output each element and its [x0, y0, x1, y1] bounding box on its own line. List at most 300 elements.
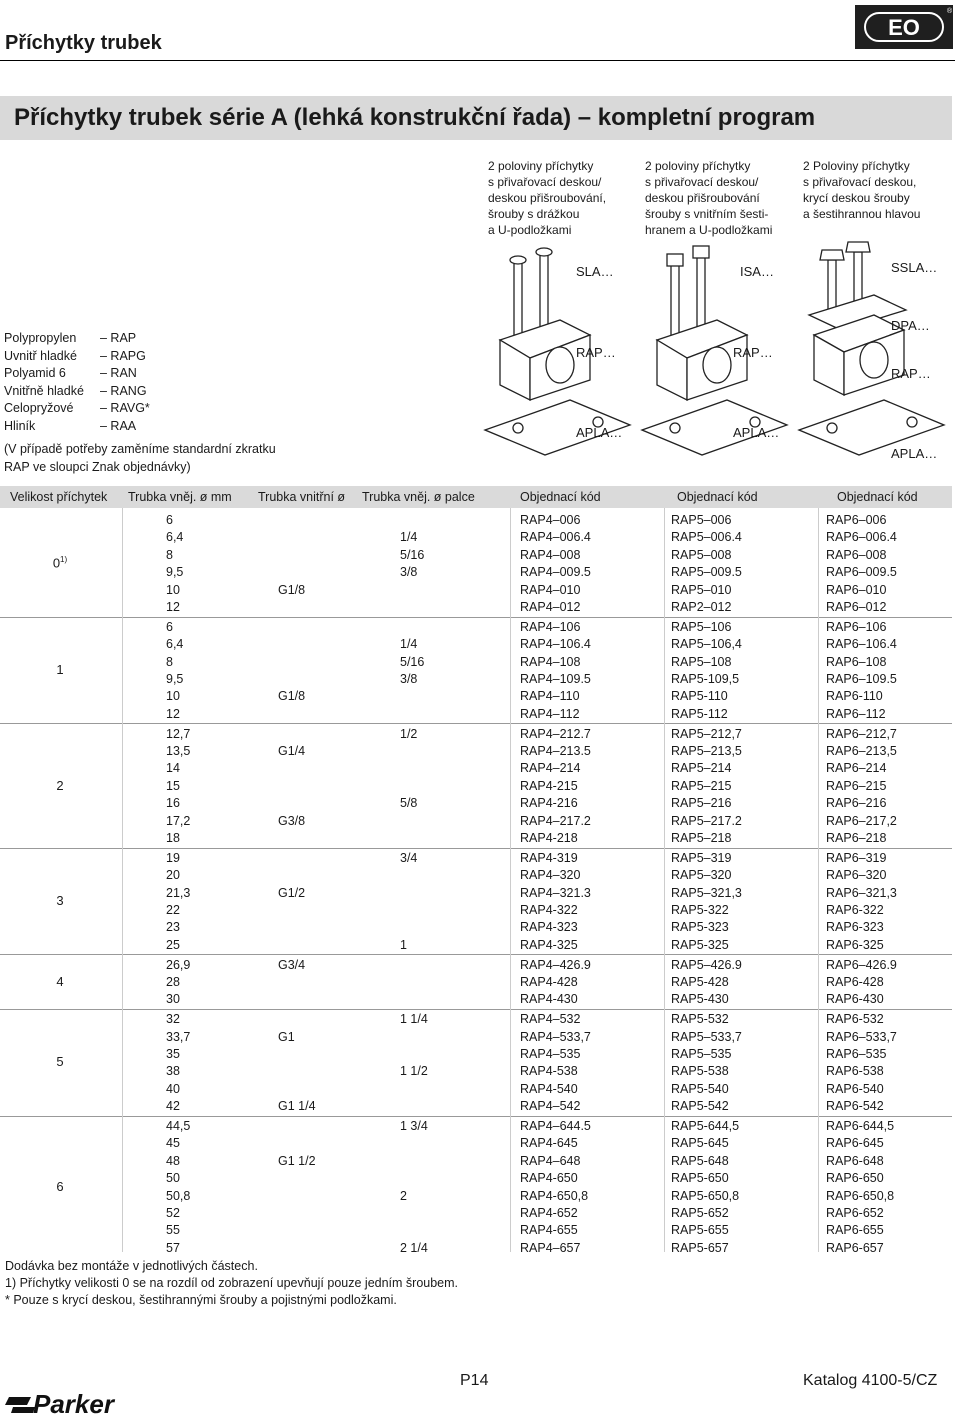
cell-outer-mm: 20 — [166, 868, 180, 883]
cell-outer-mm: 6,4 — [166, 637, 184, 652]
cell-code-3: RAP6–319 — [826, 850, 887, 865]
th-code-1: Objednací kód — [520, 490, 601, 504]
cell-code-2: RAP5-648 — [671, 1153, 729, 1168]
cell-code-2: RAP5–008 — [671, 547, 732, 562]
cell-outer-inch: 5/16 — [400, 654, 425, 669]
cell-code-1: RAP4-322 — [520, 902, 578, 917]
cell-code-1: RAP4–644.5 — [520, 1119, 591, 1133]
cell-outer-mm: 21,3 — [166, 885, 191, 900]
brand-text: Parker — [33, 1389, 114, 1419]
cell-outer-inch — [400, 1153, 428, 1170]
cell-inner-thread — [278, 1011, 316, 1028]
cell-outer-inch — [400, 867, 417, 884]
cell-code-3: RAP6–214 — [826, 761, 887, 776]
column-1-description: 2 poloviny příchytky s přivařovací deskou/ deskou přišroubování, šrouby s drážkou a U-podložkami — [488, 159, 607, 237]
cell-outer-mm: 42 — [166, 1099, 180, 1114]
cell-outer-mm: 52 — [166, 1205, 180, 1220]
cell-outer-mm: 28 — [166, 974, 180, 989]
cell-code-1: RAP4-655 — [520, 1223, 578, 1238]
cell-code-3-column — [826, 850, 897, 954]
main-title: Příchytky trubek série A (lehká konstrukční řada) – kompletní program — [14, 104, 816, 131]
cell-outer-mm: 50 — [166, 1171, 180, 1186]
cell-outer-inch — [400, 582, 424, 599]
cell-outer-mm: 14 — [166, 761, 180, 776]
cell-outer-inch — [400, 830, 417, 847]
size-label: 4 — [56, 973, 64, 989]
cell-inner-thread — [278, 529, 305, 546]
cell-outer-mm: 25 — [166, 937, 180, 952]
cell-code-1: RAP4–426.9 — [520, 957, 591, 972]
cell-outer-mm: 44,5 — [166, 1119, 191, 1133]
cell-code-3-column — [826, 726, 897, 848]
cell-code-3: RAP6–216 — [826, 796, 887, 811]
cell-inner-thread — [278, 974, 305, 991]
cell-outer-mm: 50,8 — [166, 1188, 191, 1203]
cell-inner-thread — [278, 937, 305, 954]
cell-outer-inch: 3/8 — [400, 565, 418, 580]
cell-inner-thread — [278, 991, 305, 1008]
cell-code-1-column — [520, 1011, 591, 1115]
cell-code-1: RAP4–321.3 — [520, 885, 591, 900]
cell-code-1: RAP4-218 — [520, 830, 578, 845]
cell-inner-thread — [278, 830, 305, 847]
cell-code-3: RAP6-322 — [826, 902, 884, 917]
cell-code-1: RAP4–214 — [520, 761, 581, 776]
cell-code-3: RAP6-650,8 — [826, 1188, 895, 1203]
cell-code-1: RAP4-323 — [520, 920, 578, 935]
cell-code-1: RAP4–008 — [520, 547, 581, 562]
cell-code-2: RAP5–321,3 — [671, 885, 742, 900]
cell-code-2-column — [671, 726, 742, 848]
column-divider — [818, 508, 819, 1252]
cell-code-1: RAP4-540 — [520, 1081, 578, 1096]
cell-outer-inch — [400, 512, 424, 529]
group-separator — [0, 617, 952, 618]
cell-inner-thread — [278, 726, 305, 743]
cell-code-3: RAP6–109.5 — [826, 671, 897, 686]
cell-inner-thread — [278, 1170, 316, 1187]
cell-outer-inch: 3/4 — [400, 850, 418, 865]
cell-inner-thread — [278, 564, 305, 581]
cell-code-2: RAP5–319 — [671, 850, 732, 865]
cell-inner-thread: G1 1/2 — [278, 1153, 316, 1168]
size-label: 3 — [56, 893, 64, 908]
cell-code-1: RAP4-216 — [520, 796, 578, 811]
cell-outer-inch: 3/8 — [400, 671, 418, 686]
cell-code-3: RAP6–006.4 — [826, 530, 897, 545]
cell-inner-thread — [278, 619, 305, 636]
cell-outer-inch-column — [400, 850, 417, 954]
cell-code-1: RAP4–110 — [520, 689, 580, 704]
cell-code-3-column — [826, 1118, 894, 1257]
cell-code-2-column — [671, 512, 742, 616]
cell-code-2: RAP5–213,5 — [671, 743, 742, 758]
cell-outer-mm: 6 — [166, 619, 173, 634]
cell-code-1: RAP4–106 — [520, 619, 581, 634]
cell-inner-thread — [278, 1081, 316, 1098]
page-header-title: Příchytky trubek — [5, 32, 162, 54]
cell-code-2: RAP5-532 — [671, 1012, 729, 1027]
cell-outer-inch — [400, 1098, 428, 1115]
cell-code-3: RAP6-655 — [826, 1223, 884, 1238]
size-label: 5 — [56, 1054, 64, 1070]
cell-outer-mm: 15 — [166, 778, 180, 793]
cell-inner-thread: G1/8 — [278, 582, 306, 597]
cell-inner-thread — [278, 636, 305, 653]
material-item: Vnitřně hladké – RANG — [4, 383, 147, 398]
cell-code-3: RAP6-532 — [826, 1012, 884, 1027]
cell-code-3: RAP6-325 — [826, 937, 884, 952]
code-label-ssla: SSLA… — [891, 260, 938, 275]
cell-outer-mm-column — [166, 619, 183, 723]
group-separator — [0, 954, 952, 955]
cell-code-1: RAP4-538 — [520, 1064, 578, 1079]
cell-code-3: RAP6–012 — [826, 599, 887, 614]
material-item: Celopryžové – RAVG* — [4, 401, 150, 415]
cell-code-3: RAP6-648 — [826, 1153, 884, 1168]
cell-code-1: RAP4–657 — [520, 1240, 581, 1255]
cell-outer-inch: 5/16 — [400, 547, 425, 562]
cell-inner-thread — [278, 1240, 316, 1257]
cell-outer-mm: 6 — [166, 513, 173, 527]
footnote-2: 1) Příchytky velikosti 0 se na rozdíl od zobrazení upevňují pouze jedním šroubem. — [5, 1276, 459, 1290]
cell-outer-inch-column — [400, 1011, 428, 1115]
cell-code-2: RAP5-644,5 — [671, 1119, 740, 1133]
code-label-apla-2: APLA… — [733, 425, 780, 440]
cell-code-2: RAP5-325 — [671, 937, 729, 952]
material-item: Polyamid 6 – RAN — [4, 366, 137, 380]
cell-outer-mm: 35 — [166, 1046, 180, 1061]
cell-outer-inch — [400, 1029, 428, 1046]
cell-code-2: RAP5–106,4 — [671, 637, 742, 652]
cell-code-1: RAP4-430 — [520, 992, 578, 1007]
cell-outer-inch — [400, 743, 417, 760]
code-label-apla-3: APLA… — [891, 446, 938, 461]
cell-code-1: RAP4–542 — [520, 1099, 581, 1114]
cell-outer-mm: 8 — [166, 654, 173, 669]
cell-code-2: RAP5-430 — [671, 992, 729, 1007]
material-item: Polypropylen – RAP — [4, 331, 137, 345]
cell-code-1: RAP4–535 — [520, 1046, 581, 1061]
cell-outer-mm: 10 — [166, 689, 180, 704]
cell-code-2: RAP5–216 — [671, 796, 732, 811]
cell-code-3: RAP6–217,2 — [826, 813, 897, 828]
cell-inner-thread — [278, 512, 305, 529]
cell-code-3: RAP6–320 — [826, 868, 887, 883]
cell-code-2: RAP5-323 — [671, 920, 729, 935]
cell-outer-mm-column — [166, 850, 190, 954]
cell-inner-thread-column — [278, 1118, 316, 1257]
cell-outer-inch — [400, 919, 417, 936]
cell-code-1: RAP4–109.5 — [520, 671, 591, 686]
cell-outer-inch: 1/4 — [400, 530, 418, 545]
cell-outer-inch — [400, 902, 417, 919]
cell-code-1: RAP4–009.5 — [520, 565, 591, 580]
cell-inner-thread — [278, 1063, 316, 1080]
cell-code-2: RAP5–215 — [671, 778, 732, 793]
cell-inner-thread — [278, 671, 305, 688]
materials-list — [4, 330, 276, 476]
group-separator — [0, 848, 952, 849]
cell-inner-thread: G1/2 — [278, 885, 306, 900]
cell-code-3: RAP6–535 — [826, 1046, 887, 1061]
cell-code-1-column — [520, 512, 591, 616]
cell-code-2: RAP5–108 — [671, 654, 732, 669]
cell-outer-mm: 9,5 — [166, 671, 184, 686]
cell-outer-mm: 10 — [166, 582, 180, 597]
cell-code-3: RAP6–426.9 — [826, 957, 897, 972]
cell-code-1-column — [520, 850, 591, 954]
cell-code-3: RAP6-540 — [826, 1081, 884, 1096]
cell-outer-inch: 1/2 — [400, 726, 418, 741]
materials-note-line: RAP ve sloupci Znak objednávky) — [4, 459, 191, 474]
cell-inner-thread — [278, 1118, 316, 1135]
cell-code-2: RAP5-322 — [671, 902, 729, 917]
cell-inner-thread: G1/8 — [278, 689, 306, 704]
cell-code-3: RAP6–108 — [826, 654, 887, 669]
cell-code-3: RAP6–215 — [826, 778, 887, 793]
cell-code-1: RAP4–532 — [520, 1012, 581, 1027]
cell-inner-thread — [278, 919, 305, 936]
cell-code-3: RAP6-652 — [826, 1205, 884, 1220]
cell-code-1: RAP4-650 — [520, 1171, 578, 1186]
cell-outer-mm: 55 — [166, 1223, 180, 1238]
cell-code-2: RAP5–214 — [671, 761, 732, 776]
group-separator — [0, 1009, 952, 1010]
cell-code-2-column — [671, 1011, 742, 1115]
cell-inner-thread — [278, 795, 305, 812]
footnote-3: * Pouze s krycí deskou, šestihrannými šrouby a pojistnými podložkami. — [5, 1293, 397, 1307]
cell-code-2: RAP5-657 — [671, 1240, 729, 1255]
cell-outer-inch — [400, 688, 424, 705]
cell-outer-inch — [400, 1135, 428, 1152]
cell-outer-inch: 1 3/4 — [400, 1119, 428, 1133]
cell-code-3: RAP6-430 — [826, 992, 884, 1007]
cell-outer-mm: 38 — [166, 1064, 180, 1079]
cell-code-1-column — [520, 1118, 591, 1257]
cell-code-1-column — [520, 957, 591, 1009]
size-label: 0$^{1)}$ — [52, 555, 68, 571]
cell-code-3: RAP6-650 — [826, 1171, 884, 1186]
cell-outer-inch: 2 — [400, 1188, 407, 1203]
header-rule — [0, 60, 955, 61]
cell-code-1: RAP4–112 — [520, 706, 580, 721]
cell-code-3-column — [826, 957, 897, 1009]
cell-code-2-column — [671, 957, 742, 1009]
cell-code-2: RAP5–426.9 — [671, 957, 742, 972]
material-item: Hliník – RAA — [4, 418, 137, 433]
cell-code-3: RAP6–006 — [826, 513, 887, 527]
cell-inner-thread-column — [278, 512, 305, 616]
svg-text:®: ® — [947, 8, 953, 15]
cell-outer-mm-column — [166, 1118, 190, 1257]
cell-code-3: RAP6–112 — [826, 706, 886, 721]
cell-inner-thread-column — [278, 850, 305, 954]
material-item: Uvnitř hladké – RAPG — [4, 348, 146, 363]
cell-code-1: RAP4–106.4 — [520, 637, 591, 652]
cell-outer-inch — [400, 1222, 428, 1239]
column-3-description: 2 Poloviny příchytky s přivařovací deskou, krycí deskou šrouby a šestihrannou hlavou — [803, 159, 921, 221]
cell-inner-thread: G3/4 — [278, 957, 306, 972]
size-label: 1 — [56, 662, 64, 677]
cell-inner-thread-column — [278, 619, 305, 723]
cell-code-3: RAP6-657 — [826, 1240, 884, 1255]
cell-code-2: RAP2–012 — [671, 599, 732, 614]
cell-outer-inch — [400, 760, 417, 777]
cell-outer-inch-column — [400, 1118, 428, 1257]
column-divider — [122, 508, 123, 1252]
cell-outer-mm: 45 — [166, 1136, 180, 1151]
cell-outer-mm: 22 — [166, 902, 180, 917]
cell-inner-thread — [278, 547, 305, 564]
cell-code-1: RAP4–320 — [520, 868, 581, 883]
cell-outer-mm: 26,9 — [166, 957, 191, 972]
cell-code-2: RAP5–320 — [671, 868, 732, 883]
cell-code-3: RAP6–533,7 — [826, 1029, 897, 1044]
cell-code-1-column — [520, 726, 591, 848]
code-label-sla: SLA… — [576, 264, 614, 279]
cell-code-2: RAP5–006.4 — [671, 530, 742, 545]
cell-inner-thread: G1 — [278, 1029, 295, 1044]
group-separator — [0, 723, 952, 724]
cell-outer-mm: 23 — [166, 920, 180, 935]
cell-code-3-column — [826, 619, 897, 723]
cell-inner-thread — [278, 599, 305, 616]
cell-inner-thread: G3/8 — [278, 813, 306, 828]
cell-code-2: RAP5-542 — [671, 1099, 729, 1114]
cell-outer-mm: 40 — [166, 1081, 180, 1096]
cell-outer-inch: 2 1/4 — [400, 1240, 428, 1255]
cell-inner-thread — [278, 1188, 316, 1205]
cell-code-2: RAP5-540 — [671, 1081, 729, 1096]
cell-code-3: RAP6-428 — [826, 974, 884, 989]
cell-code-3: RAP6-645 — [826, 1136, 884, 1151]
cell-code-2: RAP5–009.5 — [671, 565, 742, 580]
cell-outer-mm: 12,7 — [166, 726, 191, 741]
cell-outer-inch — [400, 778, 417, 795]
cell-code-1: RAP4-652 — [520, 1205, 578, 1220]
cell-code-3: RAP6–106 — [826, 619, 887, 634]
cell-code-1: RAP4-428 — [520, 974, 578, 989]
cell-inner-thread: G1/4 — [278, 743, 306, 758]
cell-inner-thread — [278, 867, 305, 884]
cell-code-3: RAP6-110 — [826, 689, 883, 704]
clamp-assembly-drawings — [480, 240, 952, 470]
cell-inner-thread-column — [278, 726, 305, 848]
group-separator — [0, 1116, 952, 1117]
cell-code-1: RAP4-215 — [520, 778, 578, 793]
cell-outer-mm: 12 — [166, 599, 180, 614]
cell-code-1: RAP4–533,7 — [520, 1029, 591, 1044]
cell-outer-inch-column — [400, 619, 424, 723]
cell-inner-thread — [278, 1222, 316, 1239]
cell-outer-inch: 1/4 — [400, 637, 418, 652]
cell-code-1: RAP4-645 — [520, 1136, 578, 1151]
cell-code-2: RAP5–010 — [671, 582, 732, 597]
cell-outer-inch — [400, 1046, 428, 1063]
code-label-dpa: DPA… — [891, 318, 930, 333]
cell-inner-thread-column — [278, 957, 305, 1009]
cell-code-3: RAP6–212,7 — [826, 726, 897, 741]
cell-code-1-column — [520, 619, 591, 723]
cell-code-3: RAP6–218 — [826, 830, 887, 845]
cell-outer-mm: 8 — [166, 547, 173, 562]
cell-code-1: RAP4–648 — [520, 1153, 581, 1168]
cell-code-2: RAP5–006 — [671, 513, 732, 527]
cell-code-2: RAP5-652 — [671, 1205, 729, 1220]
column-2-description: 2 poloviny příchytky s přivařovací deskou/ deskou přišroubování šrouby s vnitřním šesti- hranem a U-podložkami — [645, 159, 773, 237]
size-label: 6 — [56, 1178, 64, 1194]
cell-code-2-column — [671, 619, 742, 723]
th-code-2: Objednací kód — [677, 490, 758, 504]
cell-inner-thread — [278, 1205, 316, 1222]
cell-code-3: RAP6-542 — [826, 1099, 884, 1114]
cell-inner-thread-column — [278, 1011, 316, 1115]
cell-outer-mm: 16 — [166, 796, 180, 811]
cell-inner-thread — [278, 1135, 316, 1152]
code-label-isa: ISA… — [740, 264, 774, 279]
cell-code-1: RAP4–108 — [520, 654, 581, 669]
cell-code-3: RAP6-538 — [826, 1064, 884, 1079]
size-label: 2 — [56, 777, 64, 793]
cell-outer-inch — [400, 706, 424, 723]
cell-code-1: RAP4–212.7 — [520, 726, 591, 741]
cell-code-3: RAP6–010 — [826, 582, 887, 597]
code-label-rap-1: RAP… — [576, 345, 616, 360]
cell-code-2: RAP5-655 — [671, 1223, 729, 1238]
cell-code-3-column — [826, 1011, 897, 1115]
cell-inner-thread — [278, 778, 305, 795]
cell-outer-inch-column — [400, 726, 417, 848]
eo-logo — [855, 5, 953, 49]
column-divider — [510, 508, 511, 1252]
cell-outer-inch — [400, 813, 417, 830]
catalog-number: Katalog 4100-5/CZ — [803, 1372, 938, 1389]
logo-text: EO — [888, 15, 920, 40]
th-outer-mm: Trubka vněj. ø mm — [128, 490, 232, 504]
footnote-1: Dodávka bez montáže v jednotlivých částech. — [5, 1259, 258, 1273]
cell-code-2: RAP5-110 — [671, 689, 728, 704]
cell-inner-thread — [278, 706, 305, 723]
cell-outer-mm: 17,2 — [166, 813, 191, 828]
parker-logo — [5, 1383, 133, 1419]
cell-outer-mm-column — [166, 726, 190, 848]
cell-code-1: RAP4–006 — [520, 513, 581, 527]
cell-code-2: RAP5-538 — [671, 1064, 729, 1079]
th-code-3: Objednací kód — [837, 490, 918, 504]
cell-outer-mm-column — [166, 957, 190, 1009]
page-number: P14 — [460, 1372, 489, 1389]
cell-inner-thread — [278, 850, 305, 867]
cell-outer-mm: 9,5 — [166, 565, 184, 580]
cell-code-1: RAP4–213.5 — [520, 743, 591, 758]
cell-outer-inch — [400, 1205, 428, 1222]
cell-outer-mm: 19 — [166, 850, 180, 865]
cell-inner-thread — [278, 654, 305, 671]
cell-outer-inch-column — [400, 512, 424, 616]
cell-outer-mm: 33,7 — [166, 1029, 191, 1044]
cell-code-3: RAP6–106.4 — [826, 637, 897, 652]
cell-code-1: RAP4–012 — [520, 599, 581, 614]
cell-code-2-column — [671, 1118, 739, 1257]
cell-outer-mm: 48 — [166, 1153, 180, 1168]
cell-inner-thread — [278, 902, 305, 919]
cell-code-2: RAP5-112 — [671, 706, 728, 721]
cell-code-2-column — [671, 850, 742, 954]
code-label-rap-3: RAP… — [891, 366, 931, 381]
cell-code-2: RAP5–212,7 — [671, 726, 742, 741]
cell-outer-inch — [400, 1170, 428, 1187]
